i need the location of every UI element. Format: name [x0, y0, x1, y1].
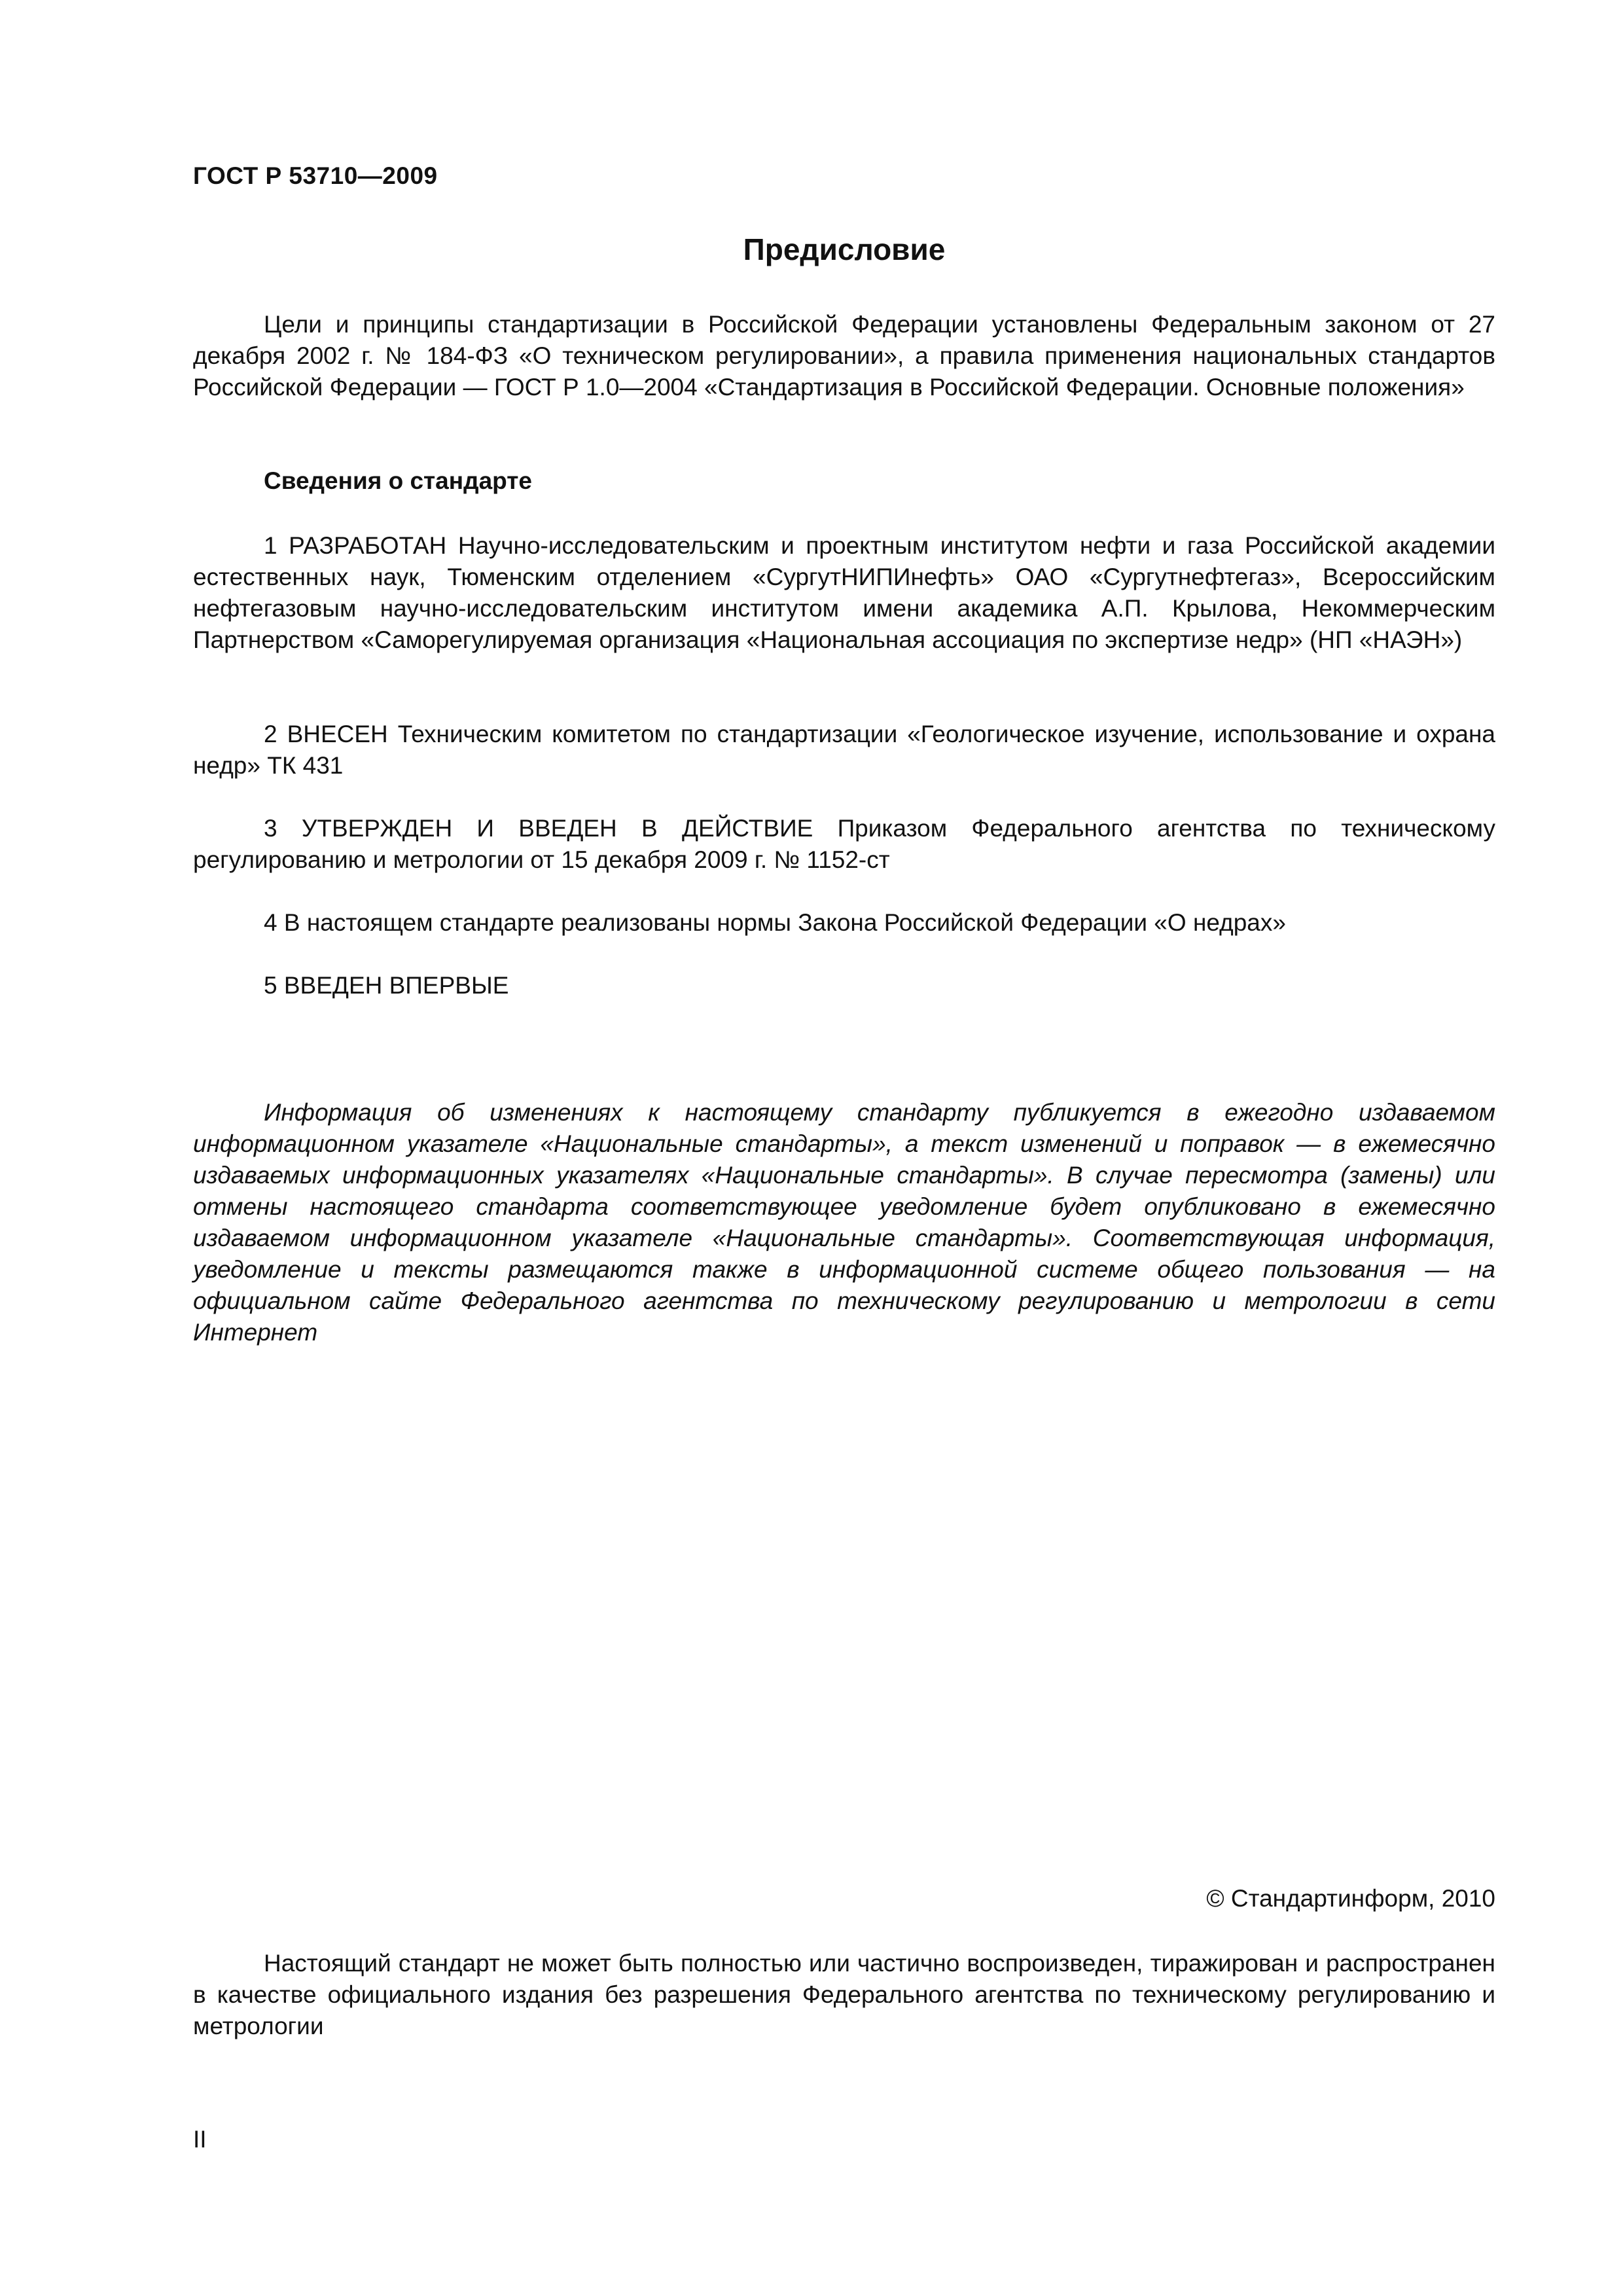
notice-paragraph: Информация об изменениях к настоящему стандарту публикуется в ежегодно издаваемом информационном указателе «Национальные стандарты», а текст изменений и поправок — в ежемесячно издаваемых информационных указателях «Национальные стандарты». В случае пересмотра (замены) или отмены настоящего стандарта соответствующее уведомление будет опубликовано в ежемесячно издаваемом информационном указателе «Национальные стандарты». Соответствующая информация, уведомление и тексты размещаются также в информационной системе общего пользования — на официальном сайте Федерального агентства по техническому регулированию и метрологии в сети Интернет: [193, 1099, 1495, 1346]
list-item-2: 2 ВНЕСЕН Техническим комитетом по стандартизации «Геологическое изучение, использование и охрана недр» ТК 431: [193, 721, 1495, 779]
reproduction-notice: Настоящий стандарт не может быть полностью или частично воспроизведен, тиражирован и распространен в качестве официального издания без разрешения Федерального агентства по техническому регулированию и метрологии: [193, 1950, 1495, 2039]
intro-paragraph: Цели и принципы стандартизации в Российской Федерации установлены Федеральным законом от 27 декабря 2002 г. № 184-ФЗ «О техническом регулировании», а правила применения национальных стандартов Российской Федерации — ГОСТ Р 1.0—2004 «Стандартизация в Российской Федерации. Основные положения»: [193, 311, 1495, 401]
list-item-3: 3 УТВЕРЖДЕН И ВВЕДЕН В ДЕЙСТВИЕ Приказом Федерального агентства по техническому регулированию и метрологии от 15 декабря 2009 г. № 1152-ст: [193, 815, 1495, 873]
info-heading: Сведения о стандарте: [264, 467, 532, 494]
list-item-4: 4 В настоящем стандарте реализованы нормы Закона Российской Федерации «О недрах»: [264, 909, 1286, 936]
standard-code: ГОСТ Р 53710—2009: [193, 162, 438, 189]
page-number: II: [193, 2126, 207, 2153]
copyright-line: © Стандартинформ, 2010: [1206, 1885, 1495, 1912]
list-item-1: 1 РАЗРАБОТАН Научно-исследовательским и проектным институтом нефти и газа Российской академии естественных наук, Тюменским отделением «СургутНИПИнефть» ОАО «Сургутнефтегаз», Всероссийским нефтегазовым научно-исследовательским институтом имени академика А.П. Крылова, Некоммерческим Партнерством «Саморегулируемая организация «Национальная ассоциация по экспертизе недр» (НП «НАЭН»): [193, 532, 1495, 653]
page-title: Предисловие: [743, 232, 946, 266]
list-item-5: 5 ВВЕДЕН ВПЕРВЫЕ: [264, 972, 509, 999]
